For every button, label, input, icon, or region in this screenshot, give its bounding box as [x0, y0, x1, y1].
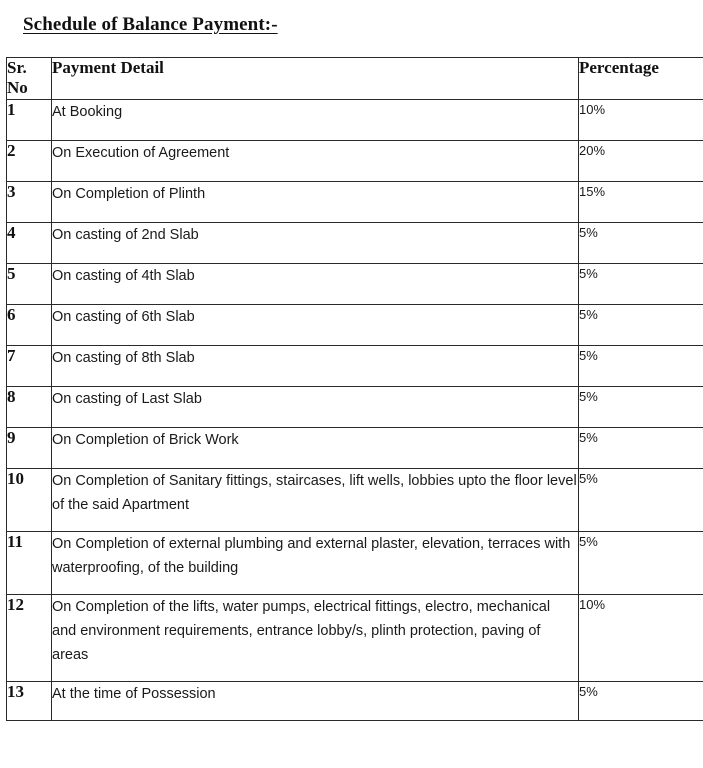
row-sr-no: 2	[7, 141, 52, 182]
table-row	[7, 141, 703, 182]
row-sr-no: 13	[7, 682, 52, 721]
row-payment-detail: On casting of 2nd Slab	[52, 223, 579, 264]
row-payment-detail: On Completion of external plumbing and external plaster, elevation, terraces with waterproofing, of the building	[52, 532, 579, 595]
row-payment-detail: On Completion of Sanitary fittings, staircases, lift wells, lobbies upto the floor level of the said Apartment	[52, 469, 579, 532]
table-header-row	[7, 58, 703, 100]
row-sr-no: 8	[7, 387, 52, 428]
row-payment-detail: On casting of 8th Slab	[52, 346, 579, 387]
table-row	[7, 682, 703, 721]
row-sr-no: 11	[7, 532, 52, 595]
row-percentage: 10%	[579, 595, 703, 682]
row-percentage: 5%	[579, 223, 703, 264]
row-sr-no: 10	[7, 469, 52, 532]
table-row	[7, 100, 703, 141]
row-sr-no: 4	[7, 223, 52, 264]
row-percentage: 5%	[579, 305, 703, 346]
table-row	[7, 264, 703, 305]
row-payment-detail: On casting of 6th Slab	[52, 305, 579, 346]
header-sr-no: Sr. No	[7, 58, 52, 100]
row-percentage: 20%	[579, 141, 703, 182]
row-payment-detail: At Booking	[52, 100, 579, 141]
row-payment-detail: On Completion of Brick Work	[52, 428, 579, 469]
row-percentage: 5%	[579, 346, 703, 387]
row-percentage: 5%	[579, 387, 703, 428]
row-sr-no: 6	[7, 305, 52, 346]
row-payment-detail: On casting of Last Slab	[52, 387, 579, 428]
table-row	[7, 595, 703, 682]
row-sr-no: 12	[7, 595, 52, 682]
row-percentage: 10%	[579, 100, 703, 141]
row-sr-no: 7	[7, 346, 52, 387]
row-percentage: 5%	[579, 469, 703, 532]
table-row	[7, 305, 703, 346]
row-percentage: 5%	[579, 532, 703, 595]
table-row	[7, 428, 703, 469]
header-percentage: Percentage	[579, 58, 703, 100]
table-row	[7, 387, 703, 428]
row-payment-detail: At the time of Possession	[52, 682, 579, 721]
table-row	[7, 532, 703, 595]
table-row	[7, 182, 703, 223]
row-percentage: 5%	[579, 428, 703, 469]
row-percentage: 15%	[579, 182, 703, 223]
row-payment-detail: On Execution of Agreement	[52, 141, 579, 182]
row-payment-detail: On Completion of Plinth	[52, 182, 579, 223]
row-percentage: 5%	[579, 264, 703, 305]
table-row	[7, 469, 703, 532]
row-sr-no: 3	[7, 182, 52, 223]
page-title: Schedule of Balance Payment:-	[23, 14, 278, 35]
table-row	[7, 346, 703, 387]
row-percentage: 5%	[579, 682, 703, 721]
row-payment-detail: On Completion of the lifts, water pumps, electrical fittings, electro, mechanical and environment requirements, entrance lobby/s, plinth protection, paving of areas	[52, 595, 579, 682]
row-sr-no: 5	[7, 264, 52, 305]
payment-schedule-table	[6, 57, 703, 721]
header-payment-detail: Payment Detail	[52, 58, 579, 100]
row-sr-no: 1	[7, 100, 52, 141]
row-payment-detail: On casting of 4th Slab	[52, 264, 579, 305]
row-sr-no: 9	[7, 428, 52, 469]
table-row	[7, 223, 703, 264]
